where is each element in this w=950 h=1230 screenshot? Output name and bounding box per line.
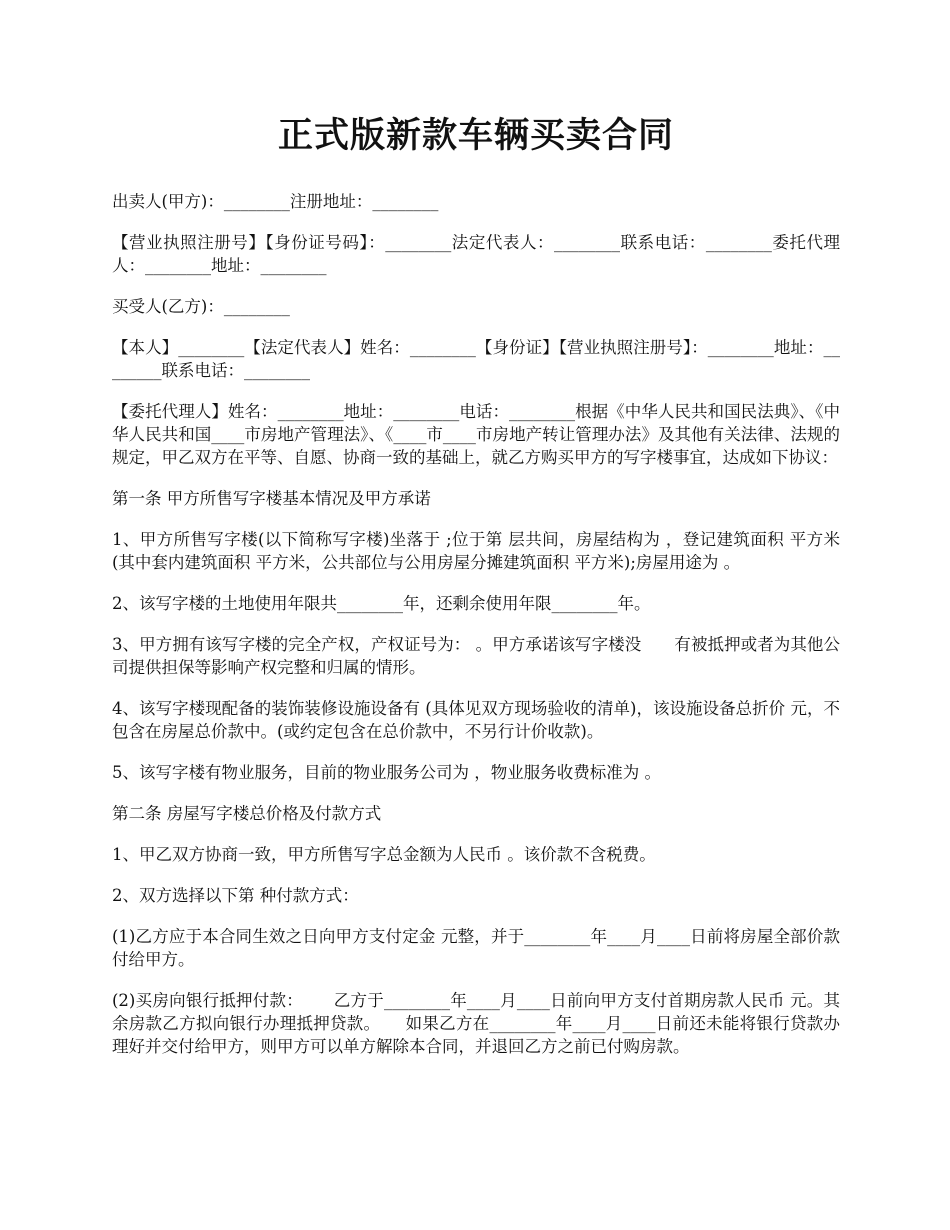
article-1-clause-5: 5、该写字楼有物业服务，目前的物业服务公司为 ，物业服务收费标准为 。: [112, 763, 661, 782]
article-2-clause-1: 1、甲乙双方协商一致，甲方所售写字总金额为人民币 。该价款不含税费。: [112, 845, 656, 864]
seller-line: 出卖人(甲方)：________注册地址：________: [112, 192, 439, 211]
agent-and-preamble: 【委托代理人】姓名：________地址：________电话：________根据《中华人民共和国民法典》、《中华人民共和国____市房地产管理法》、《____市____市房地产转让管理办法》及其他有关法律、法规的规定，甲乙双方在平等、自愿、协商一致的基础上，就乙方购买甲方的写字楼事宜，达成如下协议：: [112, 402, 840, 467]
buyer-line: 买受人(乙方)：________: [112, 297, 290, 316]
article-2-clause-2: 2、双方选择以下第 种付款方式：: [112, 886, 359, 905]
payment-option-1: (1)乙方应于本合同生效之日向甲方支付定金 元整，并于________年____月____日前将房屋全部价款付给甲方。: [112, 927, 840, 969]
article-1-clause-2: 2、该写字楼的土地使用年限共________年，还剩余使用年限________年。: [112, 594, 651, 613]
document-title: 正式版新款车辆买卖合同: [277, 115, 674, 156]
article-1-heading: 第一条 甲方所售写字楼基本情况及甲方承诺: [112, 489, 431, 508]
article-2-heading: 第二条 房屋写字楼总价格及付款方式: [112, 804, 382, 823]
article-1-clause-4: 4、该写字楼现配备的装饰装修设施设备有 (具体见双方现场验收的清单)，该设施设备总折价 元，不包含在房屋总价款中。(或约定包含在总价款中，不另行计价收款)。: [112, 699, 840, 741]
payment-option-2: (2)买房向银行抵押付款： 乙方于________年____月____日前向甲方支付首期房款人民币 元。其余房款乙方拟向银行办理抵押贷款。 如果乙方在________年____月____日前还未能将银行贷款办理好并交付给甲方，则甲方可以单方解除本合同，并退回乙方之前已付购房款。: [112, 991, 840, 1056]
article-1-clause-1: 1、甲方所售写字楼(以下简称写字楼)坐落于 ;位于第 层共间，房屋结构为 ，登记建筑面积 平方米(其中套内建筑面积 平方米，公共部位与公用房屋分摊建筑面积 平方米);房屋用途为 。: [112, 530, 840, 572]
seller-registration-line: 【营业执照注册号】【身份证号码】：________法定代表人：________联系电话：________委托代理人：________地址：________: [112, 233, 840, 275]
buyer-details-line: 【本人】________【法定代表人】姓名：________【身份证】【营业执照注册号】：________地址：________联系电话：________: [112, 338, 840, 380]
article-1-clause-3: 3、甲方拥有该写字楼的完全产权，产权证号为： 。甲方承诺该写字楼没 有被抵押或者为其他公司提供担保等影响产权完整和归属的情形。: [112, 635, 840, 677]
